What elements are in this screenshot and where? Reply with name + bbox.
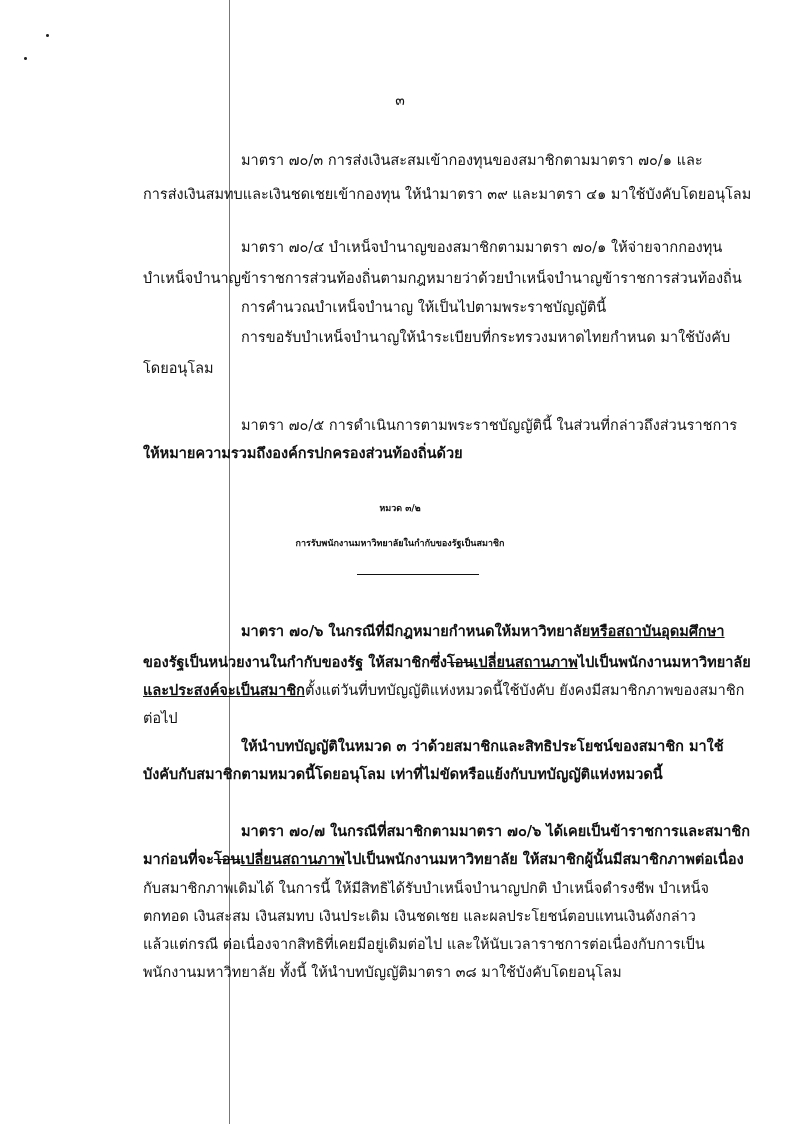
heading-divider xyxy=(357,574,479,575)
deleted-text: โอน xyxy=(446,654,474,671)
section-70-4-line-2: บำเหน็จบำนาญข้าราชการส่วนท้องถิ่นตามกฎหมายว่าด้วยบำเหน็จบำนาญข้าราชการส่วนท้องถิ่น xyxy=(143,271,742,287)
section-70-7-line-1: มาตรา ๗๐/๗ ในกรณีที่สมาชิกตามมาตรา ๗๐/๖ ได้เคยเป็นข้าราชการและสมาชิก xyxy=(241,823,751,840)
section-70-4-line-3: การคำนวณบำเหน็จบำนาญ ให้เป็นไปตามพระราชบัญญัตินี้ xyxy=(241,300,607,316)
section-70-3-line-1: มาตรา ๗๐/๓ การส่งเงินสะสมเข้ากองทุนของสมาชิกตามมาตรา ๗๐/๑ และ xyxy=(241,153,703,169)
section-70-3-line-2: การส่งเงินสมทบและเงินชดเชยเข้ากองทุน ให้นำมาตรา ๓๙ และมาตรา ๔๑ มาใช้บังคับโดยอนุโลม xyxy=(143,187,752,203)
section-70-5-line-2: ให้หมายความรวมถึงองค์กรปกครองส่วนท้องถิ่นด้วย xyxy=(143,445,463,462)
chapter-number: หมวด ๓/๒ xyxy=(379,504,421,514)
section-70-6-line-1 xyxy=(241,622,725,642)
scan-fold-line xyxy=(229,0,230,1124)
section-70-6-para2-line-1: ให้นำบทบัญญัติในหมวด ๓ ว่าด้วยสมาชิกและสิทธิประโยชน์ของสมาชิก มาใช้ xyxy=(241,738,724,755)
section-70-7-line-5: แล้วแต่กรณี ต่อเนื่องจากสิทธิที่เคยมีอยู่เดิมต่อไป และให้นับเวลาราชการต่อเนื่องกับการเป็น xyxy=(143,937,705,953)
chapter-title: การรับพนักงานมหาวิทยาลัยในกำกับของรัฐเป็นสมาชิก xyxy=(295,539,505,549)
deleted-text: โอน xyxy=(213,851,241,868)
amended-text: และประสงค์จะเป็นสมาชิก xyxy=(143,682,305,699)
section-70-4-line-1: มาตรา ๗๐/๔ บำเหน็จบำนาญของสมาชิกตามมาตรา ๗๐/๑ ให้จ่ายจากกองทุน xyxy=(241,240,723,256)
section-70-6-line-2 xyxy=(143,653,751,673)
amended-text: เปลี่ยนสถานภาพ xyxy=(473,654,578,671)
section-70-4-line-4: การขอรับบำเหน็จบำนาญให้นำระเบียบที่กระทรวงมหาดไทยกำหนด มาใช้บังคับ xyxy=(241,330,731,346)
section-70-7-line-3: กับสมาชิกภาพเดิมได้ ในการนี้ ให้มีสิทธิได้รับบำเหน็จบำนาญปกติ บำเหน็จดำรงชีพ บำเหน็จ xyxy=(143,881,710,897)
section-70-6-line-3 xyxy=(143,681,744,701)
scan-speck xyxy=(46,34,49,37)
section-70-6-para2-line-2: บังคับกับสมาชิกตามหมวดนี้โดยอนุโลม เท่าที่ไม่ขัดหรือแย้งกับบทบัญญัติแห่งหมวดนี้ xyxy=(143,766,663,783)
text-run: ตั้งแต่วันที่บทบัญญัติแห่งหมวดนี้ใช้บังคับ ยังคงมีสมาชิกภาพของสมาชิก xyxy=(304,683,745,699)
section-70-7-line-6: พนักงานมหาวิทยาลัย ทั้งนี้ ให้นำบทบัญญัติมาตรา ๓๘ มาใช้บังคับโดยอนุโลม xyxy=(143,965,622,981)
text-run: มาก่อนที่จะ xyxy=(143,851,214,868)
text-run: ของรัฐเป็นหน่วยงานในกำกับของรัฐ ให้สมาชิกซึ่ง xyxy=(143,654,447,671)
section-70-7-line-4: ตกทอด เงินสะสม เงินสมทบ เงินประเดิม เงินชดเชย และผลประโยชน์ตอบแทนเงินดังกล่าว xyxy=(143,909,696,925)
amended-text: เปลี่ยนสถานภาพ xyxy=(240,851,345,868)
amended-text: หรือสถาบันอุดมศึกษา xyxy=(590,623,725,640)
text-run: ไปเป็นพนักงานมหาวิทยาลัย xyxy=(577,654,751,671)
section-70-6-line-4: ต่อไป xyxy=(143,711,178,727)
section-70-7-line-2 xyxy=(143,850,744,870)
page-number: ๓ xyxy=(395,93,405,109)
section-70-5-line-1: มาตรา ๗๐/๕ การดำเนินการตามพระราชบัญญัตินี้ ในส่วนที่กล่าวถึงส่วนราชการ xyxy=(241,418,738,434)
text-run: ไปเป็นพนักงานมหาวิทยาลัย ให้สมาชิกผู้นั้นมีสมาชิกภาพต่อเนื่อง xyxy=(344,851,744,868)
section-70-4-line-5: โดยอนุโลม xyxy=(143,361,214,377)
scan-speck xyxy=(24,57,27,60)
text-run: มาตรา ๗๐/๖ ในกรณีที่มีกฎหมายกำหนดให้มหาวิทยาลัย xyxy=(241,623,591,640)
